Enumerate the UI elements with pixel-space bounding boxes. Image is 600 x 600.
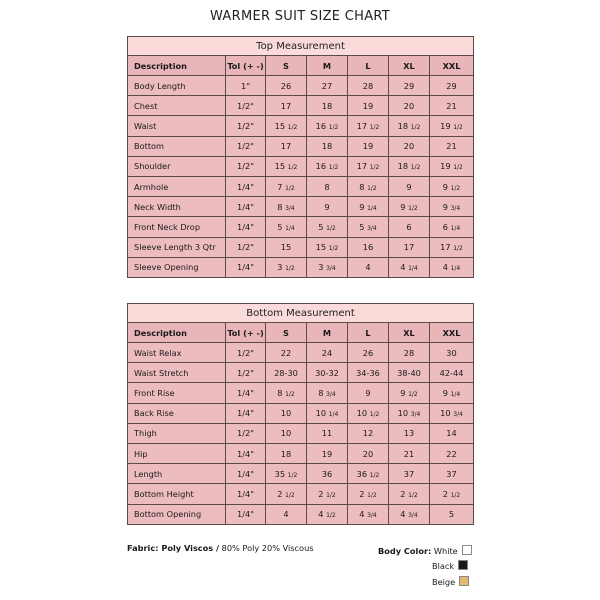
size-cell: 9 1/2 (430, 176, 474, 196)
row-description: Sleeve Opening (128, 257, 226, 277)
size-cell: 10 1/2 (348, 403, 389, 423)
size-cell: 30 (430, 343, 474, 363)
black-swatch-icon (458, 560, 468, 570)
row-description: Waist Stretch (128, 363, 226, 383)
tolerance-cell: 1/4" (226, 257, 266, 277)
size-cell: 4 (266, 504, 307, 524)
col-header-l: L (348, 56, 389, 76)
size-cell: 21 (430, 96, 474, 116)
size-cell: 10 3/4 (389, 403, 430, 423)
row-description: Body Length (128, 76, 226, 96)
row-description: Sleeve Length 3 Qtr (128, 237, 226, 257)
size-cell: 24 (307, 343, 348, 363)
size-cell: 16 (348, 237, 389, 257)
col-header-description: Description (128, 56, 226, 76)
col-header-tolerance: Tol (+ -) (226, 56, 266, 76)
table-row (128, 217, 474, 237)
tolerance-cell: 1/4" (226, 403, 266, 423)
size-cell: 18 1/2 (389, 116, 430, 136)
size-cell: 5 3/4 (348, 217, 389, 237)
table-row (128, 116, 474, 136)
size-cell: 6 1/4 (430, 217, 474, 237)
size-cell: 10 3/4 (430, 403, 474, 423)
table-row (128, 237, 474, 257)
tolerance-cell: 1/4" (226, 443, 266, 463)
size-cell: 8 1/2 (266, 383, 307, 403)
tolerance-cell: 1/4" (226, 464, 266, 484)
col-header-s: S (266, 56, 307, 76)
size-cell: 15 1/2 (266, 116, 307, 136)
fabric-value: 80% Poly 20% Viscous (219, 543, 314, 553)
col-header-description: Description (128, 323, 226, 343)
top-measurement-caption: Top Measurement (128, 37, 474, 56)
tolerance-cell: 1/2" (226, 116, 266, 136)
size-cell: 4 (348, 257, 389, 277)
tolerance-cell: 1/2" (226, 156, 266, 176)
table-row (128, 484, 474, 504)
row-description: Front Rise (128, 383, 226, 403)
row-description: Back Rise (128, 403, 226, 423)
size-cell: 5 1/2 (307, 217, 348, 237)
size-cell: 15 (266, 237, 307, 257)
color-name-white: White (433, 546, 458, 556)
table-row (128, 403, 474, 423)
white-swatch-icon (462, 545, 472, 555)
row-description: Bottom Height (128, 484, 226, 504)
row-description: Neck Width (128, 197, 226, 217)
table-row (128, 423, 474, 443)
col-header-xl: XL (389, 56, 430, 76)
size-cell: 2 1/2 (348, 484, 389, 504)
table-row (128, 343, 474, 363)
bottom-measurement-caption: Bottom Measurement (128, 304, 474, 323)
size-cell: 36 1/2 (348, 464, 389, 484)
table-row (128, 363, 474, 383)
table-row (128, 257, 474, 277)
col-header-xl: XL (389, 323, 430, 343)
size-cell: 2 1/2 (266, 484, 307, 504)
table-row (128, 96, 474, 116)
size-cell: 20 (389, 136, 430, 156)
fabric-note (127, 543, 314, 553)
row-description: Chest (128, 96, 226, 116)
col-header-xxl: XXL (430, 323, 474, 343)
size-cell: 37 (389, 464, 430, 484)
size-cell: 21 (430, 136, 474, 156)
size-cell: 19 1/2 (430, 116, 474, 136)
size-cell: 17 1/2 (348, 116, 389, 136)
size-cell: 26 (266, 76, 307, 96)
row-description: Hip (128, 443, 226, 463)
tolerance-cell: 1/4" (226, 217, 266, 237)
bottom-measurement-table (127, 303, 474, 525)
size-cell: 29 (430, 76, 474, 96)
tolerance-cell: 1/2" (226, 237, 266, 257)
table-row (128, 76, 474, 96)
bottom-measurement-rows (128, 343, 474, 525)
table-row (128, 176, 474, 196)
size-cell: 7 1/2 (266, 176, 307, 196)
size-cell: 13 (389, 423, 430, 443)
top-measurement-rows (128, 76, 474, 278)
size-cell: 34-36 (348, 363, 389, 383)
tolerance-cell: 1/2" (226, 363, 266, 383)
size-cell: 4 3/4 (389, 504, 430, 524)
size-cell: 9 1/4 (430, 383, 474, 403)
size-cell: 22 (266, 343, 307, 363)
size-cell: 38-40 (389, 363, 430, 383)
tolerance-cell: 1/2" (226, 96, 266, 116)
size-cell: 16 1/2 (307, 156, 348, 176)
col-header-tolerance: Tol (+ -) (226, 323, 266, 343)
size-cell: 16 1/2 (307, 116, 348, 136)
size-cell: 4 1/2 (307, 504, 348, 524)
size-cell: 27 (307, 76, 348, 96)
size-cell: 17 1/2 (348, 156, 389, 176)
table-row (128, 504, 474, 524)
tolerance-cell: 1/4" (226, 383, 266, 403)
size-cell: 5 1/4 (266, 217, 307, 237)
size-cell: 29 (389, 76, 430, 96)
table-row (128, 197, 474, 217)
tolerance-cell: 1/4" (226, 176, 266, 196)
size-cell: 6 (389, 217, 430, 237)
size-cell: 11 (307, 423, 348, 443)
size-cell: 2 1/2 (389, 484, 430, 504)
table-row (128, 156, 474, 176)
size-cell: 4 1/4 (430, 257, 474, 277)
size-cell: 2 1/2 (307, 484, 348, 504)
row-description: Length (128, 464, 226, 484)
size-cell: 8 3/4 (266, 197, 307, 217)
size-cell: 17 (266, 136, 307, 156)
size-cell: 3 3/4 (307, 257, 348, 277)
size-cell: 30-32 (307, 363, 348, 383)
col-header-s: S (266, 323, 307, 343)
size-cell: 9 1/2 (389, 197, 430, 217)
size-cell: 3 1/2 (266, 257, 307, 277)
size-cell: 9 1/4 (348, 197, 389, 217)
size-cell: 15 1/2 (266, 156, 307, 176)
size-cell: 8 (307, 176, 348, 196)
row-description: Waist (128, 116, 226, 136)
size-cell: 9 1/2 (389, 383, 430, 403)
size-cell: 12 (348, 423, 389, 443)
tolerance-cell: 1" (226, 76, 266, 96)
size-cell: 36 (307, 464, 348, 484)
tolerance-cell: 1/4" (226, 484, 266, 504)
tolerance-cell: 1/2" (226, 343, 266, 363)
size-cell: 9 3/4 (430, 197, 474, 217)
col-header-m: M (307, 323, 348, 343)
size-cell: 20 (389, 96, 430, 116)
size-cell: 35 1/2 (266, 464, 307, 484)
col-header-xxl: XXL (430, 56, 474, 76)
table-row (128, 443, 474, 463)
table-row (128, 464, 474, 484)
tolerance-cell: 1/2" (226, 136, 266, 156)
row-description: Waist Relax (128, 343, 226, 363)
size-cell: 28 (389, 343, 430, 363)
size-cell: 10 (266, 423, 307, 443)
size-cell: 20 (348, 443, 389, 463)
size-cell: 19 (348, 136, 389, 156)
size-cell: 9 (389, 176, 430, 196)
tolerance-cell: 1/4" (226, 197, 266, 217)
tolerance-cell: 1/2" (226, 423, 266, 443)
row-description: Shoulder (128, 156, 226, 176)
size-cell: 28 (348, 76, 389, 96)
size-cell: 14 (430, 423, 474, 443)
size-cell: 42-44 (430, 363, 474, 383)
table-row (128, 383, 474, 403)
size-cell: 17 (266, 96, 307, 116)
size-cell: 5 (430, 504, 474, 524)
size-cell: 17 (389, 237, 430, 257)
row-description: Thigh (128, 423, 226, 443)
table-row (128, 136, 474, 156)
col-header-l: L (348, 323, 389, 343)
size-cell: 22 (430, 443, 474, 463)
color-name-black: Black (432, 561, 455, 571)
size-cell: 19 1/2 (430, 156, 474, 176)
size-cell: 10 (266, 403, 307, 423)
row-description: Bottom Opening (128, 504, 226, 524)
size-cell: 19 (348, 96, 389, 116)
size-cell: 18 1/2 (389, 156, 430, 176)
row-description: Armhole (128, 176, 226, 196)
body-color-label: Body Color: (378, 546, 432, 556)
row-description: Bottom (128, 136, 226, 156)
size-cell: 10 1/4 (307, 403, 348, 423)
size-cell: 9 (307, 197, 348, 217)
size-cell: 18 (266, 443, 307, 463)
size-cell: 18 (307, 96, 348, 116)
col-header-m: M (307, 56, 348, 76)
size-cell: 8 1/2 (348, 176, 389, 196)
size-cell: 2 1/2 (430, 484, 474, 504)
chart-title: WARMER SUIT SIZE CHART (209, 9, 391, 24)
size-cell: 26 (348, 343, 389, 363)
beige-swatch-icon (459, 576, 469, 586)
size-cell: 18 (307, 136, 348, 156)
size-cell: 15 1/2 (307, 237, 348, 257)
size-cell: 9 (348, 383, 389, 403)
size-cell: 21 (389, 443, 430, 463)
size-cell: 28-30 (266, 363, 307, 383)
color-name-beige: Beige (432, 577, 456, 587)
size-cell: 4 3/4 (348, 504, 389, 524)
size-cell: 4 1/4 (389, 257, 430, 277)
fabric-label: Fabric: Poly Viscos / (127, 543, 220, 553)
size-cell: 37 (430, 464, 474, 484)
size-cell: 19 (307, 443, 348, 463)
top-measurement-table (127, 36, 474, 278)
size-cell: 17 1/2 (430, 237, 474, 257)
size-cell: 8 3/4 (307, 383, 348, 403)
row-description: Front Neck Drop (128, 217, 226, 237)
tolerance-cell: 1/4" (226, 504, 266, 524)
